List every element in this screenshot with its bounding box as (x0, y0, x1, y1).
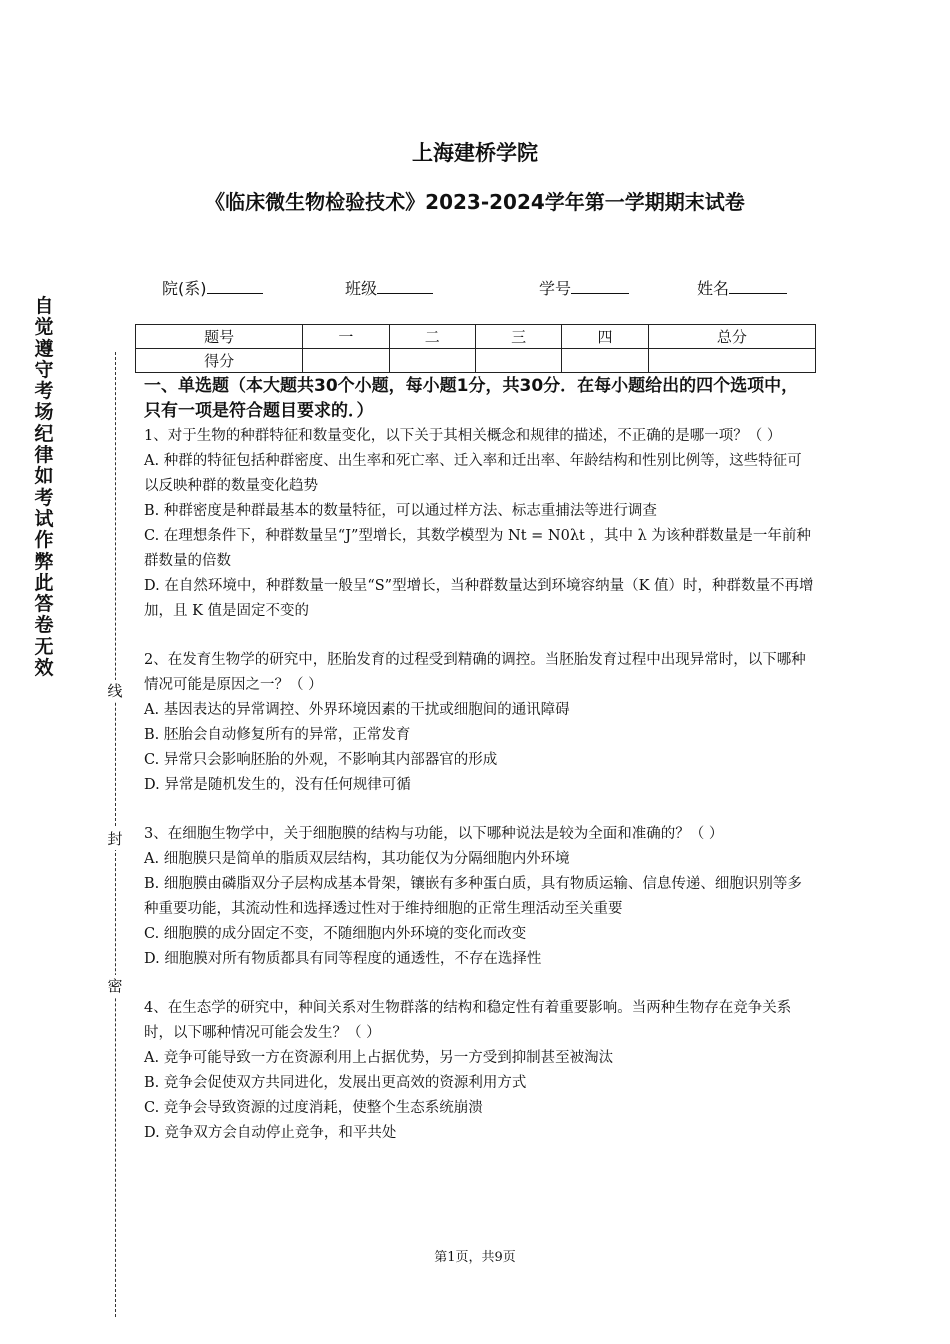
question-stem: 3、在细胞生物学中，关于细胞膜的结构与功能，以下哪种说法是较为全面和准确的？（ ） (144, 826, 724, 842)
department-blank[interactable] (207, 279, 263, 294)
binding-char: 试 (34, 507, 54, 530)
name-blank[interactable] (729, 279, 787, 294)
score-header-cell: 三 (475, 325, 561, 349)
binding-char: 效 (34, 657, 54, 680)
question-option[interactable]: C. 异常只会影响胚胎的外观，不影响其内部器官的形成 (144, 752, 498, 768)
score-header-cell: 总分 (648, 325, 815, 349)
binding-char: 守 (34, 358, 54, 381)
binding-char: 如 (34, 465, 54, 488)
section-1-title: 一、单选题（本大题共30个小题，每小题1分，共30分．在每小题给出的四个选项中，只有一项是符合题目要求的．） (144, 376, 799, 421)
binding-char: 律 (34, 444, 54, 467)
binding-char: 考 (34, 380, 54, 403)
question-option[interactable]: D. 在自然环境中，种群数量一般呈“S”型增长，当种群数量达到环境容纳量（K 值）时，种群数量不再增加，且 K 值是固定不变的 (144, 578, 814, 619)
score-table (135, 324, 816, 373)
score-header-cell: 一 (303, 325, 389, 349)
department-label: 院(系) (162, 279, 207, 298)
question-option[interactable]: C. 细胞膜的成分固定不变，不随细胞内外环境的变化而改变 (144, 926, 527, 942)
question-option[interactable]: C. 竞争会导致资源的过度消耗，使整个生态系统崩溃 (144, 1100, 483, 1116)
student-id-label: 学号 (539, 279, 572, 298)
question-option[interactable]: A. 种群的特征包括种群密度、出生率和死亡率、迁入率和迁出率、年龄结构和性别比例等，这些特征可以反映种群的数量变化趋势 (144, 453, 802, 494)
binding-warning (30, 296, 58, 679)
department-field[interactable] (162, 276, 263, 299)
score-table-header-row (136, 325, 816, 349)
exam-content (144, 374, 814, 1146)
score-cell[interactable] (562, 349, 648, 373)
seal-mark-line: 线 (104, 680, 126, 702)
question-option[interactable]: B. 细胞膜由磷脂双分子层构成基本骨架，镶嵌有多种蛋白质，具有物质运输、信息传递、细胞识别等多种重要功能，其流动性和选择透过性对于维持细胞的正常生理活动至关重要 (144, 876, 802, 917)
binding-char: 纪 (34, 422, 54, 445)
school-name: 上海建桥学院 (412, 141, 538, 165)
student-id-blank[interactable] (571, 279, 629, 294)
question-option[interactable]: B. 种群密度是种群最基本的数量特征，可以通过样方法、标志重捕法等进行调查 (144, 503, 657, 519)
class-blank[interactable] (377, 279, 433, 294)
question-option[interactable]: A. 竞争可能导致一方在资源利用上占据优势，另一方受到抑制甚至被淘汰 (144, 1050, 614, 1066)
binding-char: 作 (34, 529, 54, 552)
score-cell[interactable] (475, 349, 561, 373)
student-id-field[interactable] (539, 276, 629, 299)
spacer (144, 624, 814, 648)
binding-char: 场 (34, 401, 54, 424)
seal-mark-secret: 密 (104, 975, 126, 997)
spacer (144, 798, 814, 822)
binding-char: 自 (34, 295, 54, 317)
question-stem: 4、在生态学的研究中，种间关系对生物群落的结构和稳定性有着重要影响。当两种生物存在竞争关系时，以下哪种情况可能会发生？（ ） (144, 1000, 792, 1041)
question-4 (144, 996, 814, 1146)
binding-char: 觉 (34, 316, 54, 339)
name-label: 姓名 (697, 279, 730, 298)
score-cell[interactable] (303, 349, 389, 373)
score-row-label: 得分 (136, 349, 303, 373)
binding-char: 弊 (34, 550, 54, 573)
class-label: 班级 (345, 279, 378, 298)
question-option[interactable]: D. 竞争双方会自动停止竞争，和平共处 (144, 1125, 397, 1141)
name-field[interactable] (697, 276, 787, 299)
score-header-cell: 二 (389, 325, 475, 349)
class-field[interactable] (345, 276, 433, 299)
question-stem: 1、对于生物的种群特征和数量变化，以下关于其相关概念和规律的描述，不正确的是哪一项？（ ） (144, 428, 782, 444)
score-cell[interactable] (389, 349, 475, 373)
question-option[interactable]: A. 基因表达的异常调控、外界环境因素的干扰或细胞间的通讯障碍 (144, 702, 570, 718)
question-option[interactable]: D. 细胞膜对所有物质都具有同等程度的通透性，不存在选择性 (144, 951, 542, 967)
question-option[interactable]: A. 细胞膜只是简单的脂质双层结构，其功能仅为分隔细胞内外环境 (144, 851, 570, 867)
question-option[interactable]: B. 胚胎会自动修复所有的异常，正常发育 (144, 727, 411, 743)
page-footer: 第1页，共9页 (434, 1250, 516, 1265)
score-header-cell: 题号 (136, 325, 303, 349)
score-table-score-row (136, 349, 816, 373)
question-stem: 2、在发育生物学的研究中，胚胎发育的过程受到精确的调控。当胚胎发育过程中出现异常时，以下哪种情况可能是原因之一？（ ） (144, 652, 806, 693)
question-2 (144, 648, 814, 798)
binding-char: 答 (34, 593, 54, 616)
question-option[interactable]: D. 异常是随机发生的，没有任何规律可循 (144, 777, 411, 793)
seal-mark-seal: 封 (104, 828, 126, 850)
binding-char: 遵 (34, 337, 54, 360)
score-cell[interactable] (648, 349, 815, 373)
question-3 (144, 822, 814, 972)
binding-char: 考 (34, 486, 54, 509)
spacer (144, 972, 814, 996)
question-1 (144, 424, 814, 624)
exam-title: 《临床微生物检验技术》2023-2024学年第一学期期末试卷 (205, 190, 745, 214)
question-option[interactable]: C. 在理想条件下，种群数量呈“J”型增长，其数学模型为 Nt = N0λt ，其中 λ 为该种群数量是一年前种群数量的倍数 (144, 528, 811, 569)
binding-char: 此 (34, 571, 54, 594)
question-option[interactable]: B. 竞争会促使双方共同进化，发展出更高效的资源利用方式 (144, 1075, 527, 1091)
binding-char: 无 (34, 635, 54, 658)
score-header-cell: 四 (562, 325, 648, 349)
binding-char: 卷 (34, 614, 54, 637)
